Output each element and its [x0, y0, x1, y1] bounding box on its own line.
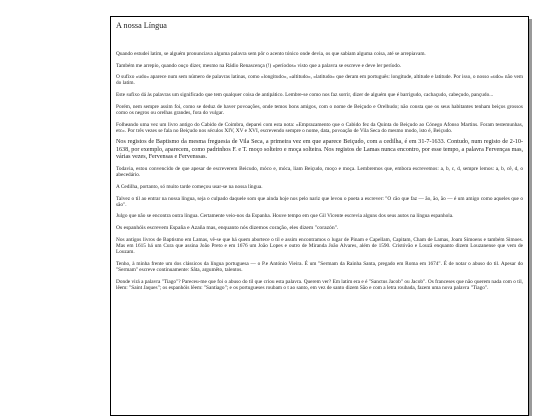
document-page	[110, 16, 529, 416]
paragraph: Nos antigos livros de Baptismo em Lamas, vê-se que há quem abortece o til e assim encontramos o lugar de Pinam e Capellam, Capitam, Cham de Lamas, Joam Simoens e também Simoes. Mas em 1615 há um Cura que assina João Preto e em 1676 um João Lopes e outro de Miranda João Alvares, além de 1590. Cristóvão e Louzã enquanto dizem Louzanense que vem de Louzam.	[116, 236, 523, 256]
paragraph: Porém, nem sempre assim foi, como se deduz de haver povoações, onde temos bons amigos, com o nome de Beiçudo e Orelhudo; não consta que os seus habitantes tenham beiços grossos como os negros ou orelhas grandes, fora do vulgar.	[116, 103, 523, 116]
paragraph: Quando estudei latim, se alguém pronunciava alguma palavra sem pôr o acento tónico onde devia, os que sabiam alguma coisa, até se arrepiavam.	[116, 51, 426, 57]
page-title: A nossa Língua	[116, 21, 167, 30]
paragraph: Todavia, estou convencido de que apesar de escreverem Beicudo, móco e, móca, liam Beiçudo, moço e moça. Lembremos que, embora escrevemos: a, b, c, d, sempre lemos: a, b, cê, d, o abecedário.	[116, 166, 523, 179]
paragraph: Julgo que não se encontra outra língua. Certamente veio-nos da Espanha. Houve tempo em que Gil Vicente escrevia alguns dos seus autos na língua espanhola.	[116, 213, 454, 220]
paragraph: Talvez o til ao entrar na nossa língua, seja o culpado daquele som que ainda hoje nos pelo nariz que levou o poeta a escrever: "O cão que faz — ão, ão, ão — é um amigo como aqueles que o são".	[116, 195, 523, 208]
paragraph: Folheando uma vez um livro antigo do Cabido de Coimbra, deparei com esta nota: «Emprazamento que o Cabido fez da Quinta do Beiçudo ao Cónego Afonso Martins. Foram testemunhas, etc». Por três vezes se fala no Beiçudo nos séculos XIV, XV e XVI, escrevendo sempre o nome, data, povoação de Vila Seca do mesmo modo, isto é, Beiçudo.	[116, 121, 523, 134]
paragraph: Tenho, à minha frente um dos clássicos da língua portuguesa — o P.e António Vieira. É um "Sermam da Rainha Santa, pregado em Roma em 1674". É de notar o abuso do til. Apesar do "Sermam" escreve continuamente: Sâta, argumêto, talentos.	[116, 261, 523, 274]
paragraph: A Cedilha, portanto, só muito tarde começou usar-se na nossa língua.	[116, 183, 263, 190]
paragraph: Os espanhóis escrevem España e Azaña mas, enquanto nós dizemos coração, eles dizem "corazón".	[116, 225, 339, 231]
paragraph: Donde virá a palavra "Tiago"? Pareceu-me que foi o abuso do til que criou esta palavra. Querem ver? Em latim era e é "Sanctus Jacob" ou Jacob". Os franceses que não querem nada com o til, lêem: "Saint Jaques"; os espanhóis lêem: "Santiago"; e os portugueses roubam o t ao santo, em vez de santo dizem São e com a letra roubada, fazem uma nova palavra "Tiago".	[116, 278, 523, 292]
paragraph: Nos registos de Baptismo da mesma freguesia de Vila Seca, a primeira vez em que aparece Beiçudo, com a cedilha, é em 31-7-1633. Contudo, num registo de 2-10-1638, por exemplo, aparecem, como padrinhos F. e T. moço solteiro e moça solteira. Nos registos de Lamas nunca encontro, por esse tempo, a palavra Fervenças mas, várias vezes, Fervensas e Fervenssas.	[116, 139, 523, 160]
document-body	[116, 21, 523, 297]
paragraph: Também me arrepio, quando ouço dizer, mesmo na Rádio Renascença (!) «períodos» visto que a palavra se escreve e deve ler período.	[116, 62, 402, 69]
paragraph: Este sufixo dá às palavras um significado que tem qualquer coisa de antipático. Lembre-se como nos faz sorrir, dizer de alguém que é barrigudo, cachaçudo, cabeçudo, pançudo...	[116, 92, 494, 99]
paragraph: O sufixo «udo» aparece num sem número de palavras latinas, como «longitudo», «altitudo», «latitudo» que deram em português: longitude, altitude e latitude. Por isso, o nosso «udo» não vem do latim.	[116, 74, 523, 87]
